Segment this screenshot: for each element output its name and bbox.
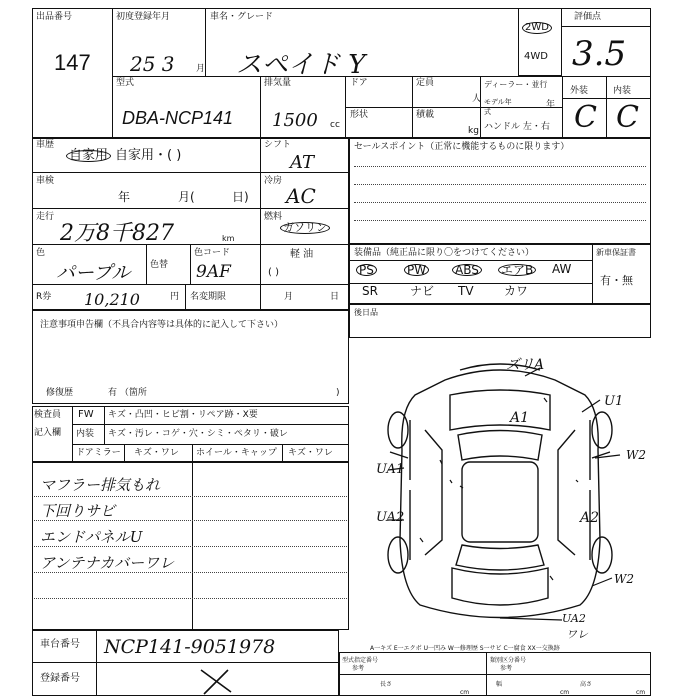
drive-2wd: 2WD — [522, 22, 552, 34]
history-label: 車歴 — [36, 140, 55, 150]
note-2: 下回りサビ — [40, 502, 116, 520]
recycle-value: 10,210 — [84, 290, 140, 309]
color-code-label: 色コード — [194, 248, 231, 258]
chassis-label: 車台番号 — [40, 639, 80, 650]
car-name-label: 車名・グレード — [210, 12, 274, 22]
kg-unit: kg — [468, 126, 479, 136]
mark-ua2: UA2 — [376, 510, 405, 525]
mark-ua2-bottom: UA2 — [562, 612, 586, 625]
mark-ua1: UA1 — [376, 462, 405, 477]
mark-w2-rear: W2 — [614, 572, 634, 586]
notes-label: 注意事項申告欄（不具合内容等は具体的に記入して下さい） — [40, 320, 284, 330]
category-label: 類別区分番号 — [490, 657, 527, 664]
chassis-value: NCP141-9051978 — [104, 636, 276, 658]
yen-unit: 円 — [170, 292, 180, 302]
rear-items-label: 後日品 — [354, 308, 378, 317]
fuel-paren: ( ) — [268, 267, 279, 278]
capacity-label: 定員 — [416, 78, 435, 88]
repair-label: 修復歴 — [46, 388, 74, 398]
equipment-item: SR — [362, 284, 378, 298]
width-unit: cm — [560, 689, 570, 696]
mirror-text: キズ・ワレ — [134, 448, 179, 458]
title-expiry-label: 名変期限 — [190, 292, 227, 302]
shift-label: シフト — [264, 140, 292, 150]
mark-u1: U1 — [604, 394, 624, 409]
title-expiry-day: 日 — [330, 292, 340, 302]
interior-insp-text: キズ・汚レ・コゲ・穴・シミ・ペタリ・破レ — [108, 429, 288, 439]
color-change-label: 色替 — [150, 260, 169, 270]
note-1: マフラー排気もれ — [40, 476, 161, 494]
inspection-year: 年 — [118, 190, 131, 204]
note-4: アンテナカバーワレ — [40, 554, 175, 572]
exterior-grade: C — [574, 100, 597, 135]
mirror-label: ドアミラー — [76, 448, 121, 458]
inspection-day: 日) — [232, 190, 249, 204]
first-reg-value: 25 3 — [130, 52, 175, 76]
equipment-item: PW — [404, 264, 429, 276]
handle-label: ハンドル 左・右 — [484, 122, 550, 132]
equipment-item: AW — [552, 262, 572, 276]
grade-label: 評価点 — [574, 12, 602, 22]
equipment-label: 装備品（純正品に限り〇をつけてください） — [354, 248, 535, 258]
model-label: 型式 — [116, 78, 135, 88]
mark-w2-right: W2 — [626, 448, 646, 462]
cc-unit: cc — [330, 120, 340, 130]
cc-label: 排気量 — [264, 78, 292, 88]
sales-point-label: セールスポイント（正常に機能するものに限ります） — [354, 142, 570, 152]
mark-top-note: ズリA — [506, 357, 545, 373]
category-ref: 参考 — [500, 665, 513, 672]
wheel-text: キズ・ワレ — [288, 448, 333, 458]
cc-value: 1500 — [272, 110, 318, 131]
car-name-value: スペイド Y — [236, 50, 366, 80]
first-reg-month-unit: 月 — [196, 64, 206, 74]
ac-label: 冷房 — [264, 176, 283, 186]
equipment-item: ABS — [452, 264, 482, 276]
person-unit: 人 — [472, 94, 482, 104]
fw-label: FW — [78, 409, 94, 420]
type-approval-label: 型式指定番号 — [342, 657, 379, 664]
width-label: 幅 — [496, 681, 503, 688]
damage-legend: A一キズ E一エクボ U一凹み W一修理歴 S一サビ C一腐食 XX一交換跡 — [370, 645, 560, 652]
recycle-label: R券 — [36, 292, 52, 302]
type-approval-ref: 参考 — [352, 665, 365, 672]
shift-value: AT — [290, 152, 315, 173]
year-unit: 年 — [546, 100, 556, 110]
length-unit: cm — [460, 689, 470, 696]
color-code-value: 9AF — [196, 262, 231, 282]
equipment-item: PS — [356, 264, 377, 276]
mileage-label: 走行 — [36, 212, 55, 222]
lot-number: 147 — [54, 50, 91, 75]
color-label: 色 — [36, 248, 46, 258]
mark-wa: ワレ — [566, 628, 588, 641]
history-value: 自家用 自家用・( ) — [66, 150, 181, 162]
interior-label: 内装 — [613, 86, 632, 96]
model-value: DBA-NCP141 — [122, 108, 234, 128]
color-value: パープル — [56, 262, 131, 284]
mark-a2: A2 — [580, 510, 600, 526]
mileage-value: 2万8千827 — [60, 221, 174, 246]
exterior-label: 外装 — [570, 86, 589, 96]
mark-a1: A1 — [510, 410, 530, 426]
rear-items-box — [349, 304, 651, 338]
inspector-label: 検査員 — [34, 410, 62, 420]
fuel-diesel: 軽 油 — [290, 249, 314, 260]
model-year-label: モデル年式 — [484, 98, 512, 116]
inspection-label: 車検 — [36, 176, 55, 186]
interior-grade: C — [616, 100, 639, 135]
car-damage-diagram — [350, 340, 650, 640]
shape-label: 形状 — [350, 110, 369, 120]
equipment-item: カワ — [504, 284, 529, 298]
grade-value: 3.5 — [572, 34, 627, 74]
height-unit: cm — [636, 689, 646, 696]
repair-value: 有 （箇所 — [108, 388, 147, 398]
door-label: ドア — [350, 78, 368, 88]
height-label: 高さ — [580, 681, 593, 688]
title-expiry-month: 月 — [284, 292, 294, 302]
dealer-label: ディーラー・並行 — [484, 80, 548, 89]
fw-text: キズ・凸凹・ヒビ割・リペア跡・X要 — [108, 410, 258, 420]
guarantee-value: 有・無 — [600, 274, 633, 287]
first-reg-label: 初度登録年月 — [116, 12, 171, 22]
interior-insp-label: 内装 — [76, 429, 95, 439]
wheel-label: ホイール・キャップ — [196, 448, 277, 458]
load-label: 積載 — [416, 110, 435, 120]
inspection-month: 月( — [178, 190, 195, 204]
sales-point-box — [349, 138, 651, 244]
length-label: 長さ — [380, 681, 393, 688]
plate-label: 登録番号 — [40, 673, 80, 684]
fuel-label: 燃料 — [264, 212, 283, 222]
plate-cross-mark — [196, 666, 236, 696]
equipment-item: ナビ — [410, 284, 435, 298]
ac-value: AC — [286, 184, 316, 208]
equipment-item: エアB — [498, 264, 536, 276]
lot-label: 出品番号 — [36, 12, 73, 22]
repair-close: ) — [336, 388, 340, 398]
new-guarantee-label: 新車保証書 — [596, 248, 636, 257]
entry-label: 記入欄 — [34, 428, 62, 438]
note-3: エンドパネルU — [40, 528, 143, 546]
fuel-value: ガソリン — [280, 222, 330, 234]
equipment-item: TV — [458, 284, 474, 298]
km-unit: km — [222, 234, 235, 243]
drive-4wd: 4WD — [524, 51, 548, 62]
